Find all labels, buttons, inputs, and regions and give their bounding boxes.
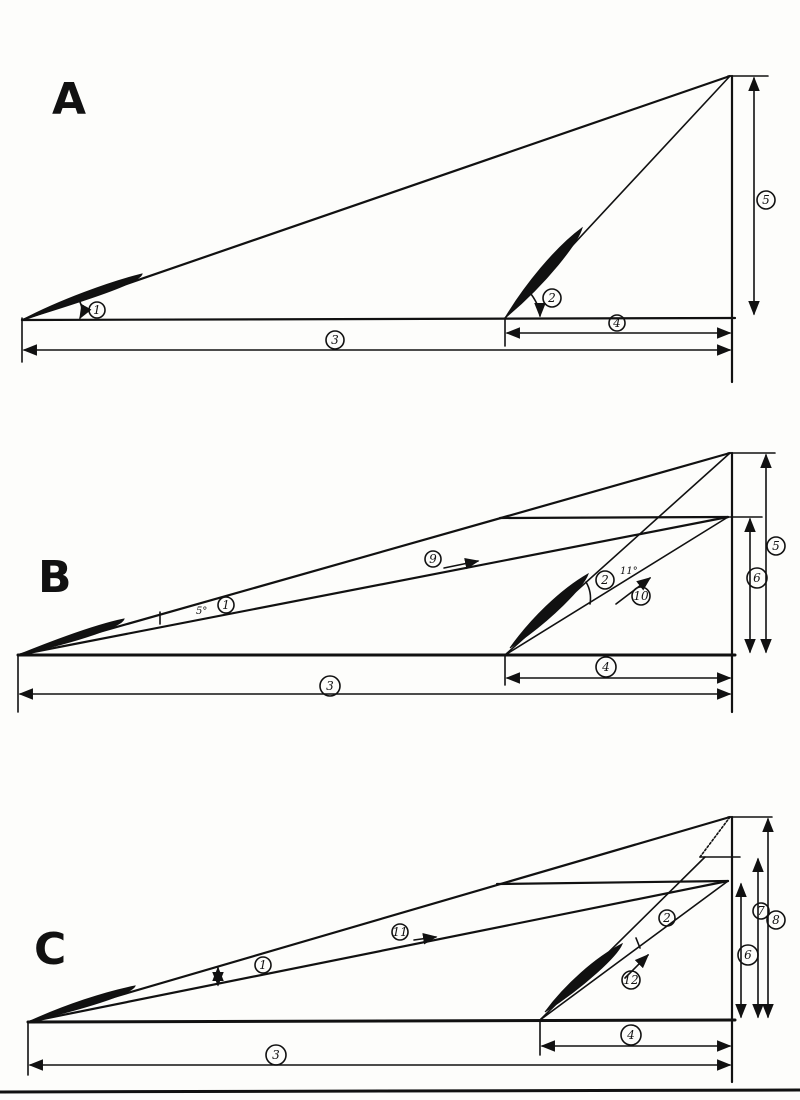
panel-c-label-2: 2 [663, 911, 671, 925]
panel-c [28, 817, 785, 1082]
panel-c-label-8: 8 [772, 913, 780, 927]
panel-c-label-7: 7 [757, 904, 765, 918]
panel-a-label-5: 5 [762, 193, 770, 207]
panel-c-baseline [28, 1020, 735, 1022]
panel-c-tail-wing [545, 944, 622, 1012]
panel-c-long-ray [28, 817, 730, 1022]
panel-b-label-9: 9 [429, 552, 437, 566]
panel-b-angle-2-arc [586, 582, 591, 604]
panel-a-letter: A [52, 74, 87, 125]
panel-b-label-6: 6 [753, 571, 761, 585]
panel-c-tail-ray [540, 881, 728, 1020]
panel-b-angle-5-text: 5° [196, 606, 208, 617]
panel-b [18, 453, 785, 712]
panel-a-label-2: 2 [548, 291, 556, 305]
panel-a-baseline [22, 318, 735, 320]
panel-a [22, 74, 775, 382]
panel-a-angle-1-arc [80, 302, 82, 318]
panel-c-label-12: 12 [623, 973, 639, 987]
panel-b-label-1: 1 [222, 598, 230, 612]
panel-b-label-4: 4 [602, 660, 610, 674]
panel-c-label-6: 6 [744, 948, 752, 962]
panel-b-long-ray [18, 453, 730, 655]
panel-c-dashed-ray [700, 817, 730, 857]
panel-b-label-3: 3 [326, 679, 334, 693]
panel-b-horizontal [500, 517, 728, 518]
panel-c-angle-2-mark [636, 938, 640, 948]
panel-b-label-2: 2 [601, 573, 609, 587]
panel-b-lower-ray [18, 517, 728, 655]
panel-b-label-10: 10 [633, 589, 649, 603]
panel-c-letter: C [34, 924, 67, 975]
panel-b-letter: B [38, 552, 72, 603]
panel-a-label-3: 3 [331, 333, 339, 347]
panel-c-label-4: 4 [627, 1028, 635, 1042]
panel-a-tail-wing [505, 228, 582, 318]
panel-c-label-3: 3 [272, 1048, 280, 1062]
panel-c-label-1: 1 [259, 958, 267, 972]
panel-c-lower-ray [28, 881, 728, 1022]
panel-b-angle-11-text: 11° [620, 566, 638, 577]
panel-a-label-1: 1 [93, 303, 101, 317]
panel-c-horizontal [497, 881, 728, 884]
panel-b-label-5: 5 [772, 539, 780, 553]
panel-c-label-11: 11 [392, 925, 408, 939]
panel-a-label-4: 4 [613, 316, 621, 330]
page-bottom-border [0, 1090, 800, 1092]
